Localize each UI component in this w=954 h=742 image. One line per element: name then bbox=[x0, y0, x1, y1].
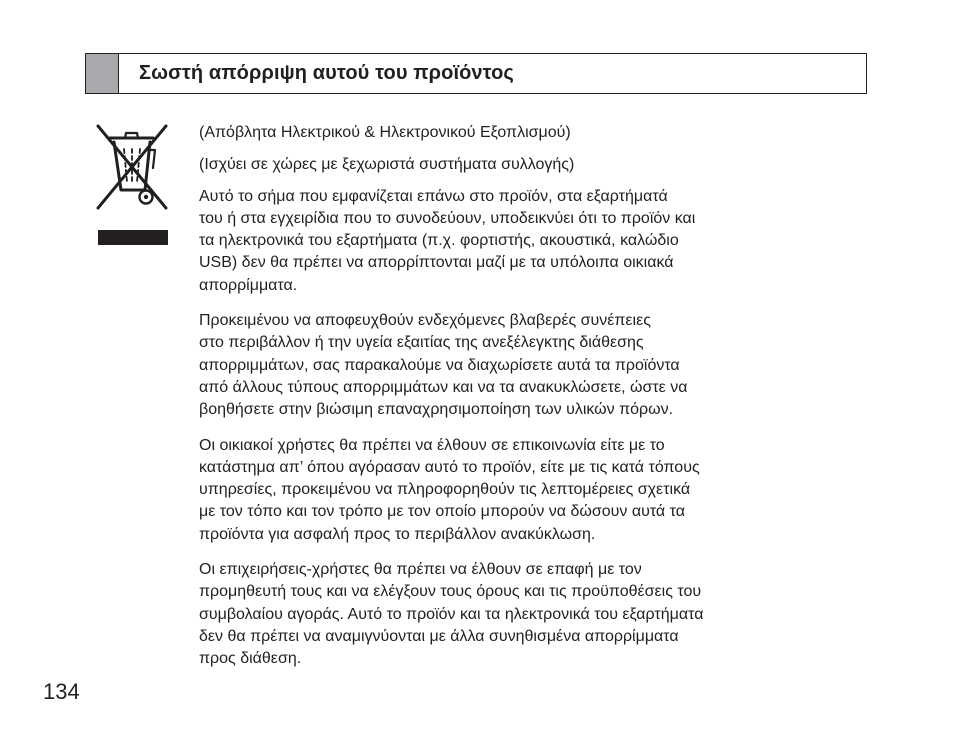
text-line: στο περιβάλλον ή την υγεία εξαιτίας της ανεξέλεγκτης διάθεσης bbox=[199, 334, 644, 352]
crossed-out-wheelie-bin-icon bbox=[95, 124, 169, 246]
text-line: Οι επιχειρήσεις-χρήστες θα πρέπει να έλθουν σε επαφή με τον bbox=[199, 561, 642, 579]
text-line: από άλλους τύπους απορριμμάτων και να τα ανακυκλώσετε, ώστε να bbox=[199, 378, 688, 396]
subtitle-weee: (Απόβλητα Ηλεκτρικού & Ηλεκτρονικού Εξοπλισμού) bbox=[199, 124, 571, 141]
text-line: απορριμμάτων, σας παρακαλούμε να διαχωρίσετε αυτά τα προϊόντα bbox=[199, 356, 680, 374]
text-line: απορρίμματα. bbox=[199, 276, 298, 294]
text-line: δεν θα πρέπει να αναμιγνύονται με άλλα συνηθισμένα απορρίμματα bbox=[199, 627, 679, 645]
paragraph bbox=[199, 559, 859, 670]
text-line: USB) δεν θα πρέπει να απορρίπτονται μαζί με τα υπόλοιπα οικιακά bbox=[199, 254, 674, 272]
title-tab-decoration bbox=[86, 54, 119, 93]
text-line: Οι οικιακοί χρήστες θα πρέπει να έλθουν σε επικοινωνία είτε με το bbox=[199, 436, 665, 454]
paragraph bbox=[199, 435, 859, 546]
page-number: 134 bbox=[43, 679, 80, 704]
paragraph bbox=[199, 310, 859, 421]
text-line: του ή στα εγχειρίδια που το συνοδεύουν, υποδεικνύει ότι το προϊόν και bbox=[199, 209, 696, 227]
section-title-bar bbox=[85, 53, 867, 94]
text-line: κατάστημα απ’ όπου αγόρασαν αυτό το προϊόν, είτε με τις κατά τόπους bbox=[199, 458, 700, 476]
text-line: προϊόντα για ασφαλή προς το περιβάλλον ανακύκλωση. bbox=[199, 525, 596, 543]
text-line: υπηρεσίες, προκειμένου να πληροφορηθούν τις λεπτομέρειες σχετικά bbox=[199, 481, 691, 499]
text-line: βοηθήσετε στην βιώσιμη επαναχρησιμοποίηση των υλικών πόρων. bbox=[199, 401, 674, 419]
text-line: Αυτό το σήμα που εμφανίζεται επάνω στο προϊόν, στα εξαρτήματά bbox=[199, 187, 668, 205]
paragraph bbox=[199, 186, 859, 297]
text-line: Προκειμένου να αποφευχθούν ενδεχόμενες βλαβερές συνέπειες bbox=[199, 312, 651, 330]
section-title: Σωστή απόρριψη αυτού του προϊόντος bbox=[139, 62, 514, 84]
text-line: με τον τόπο και τον τρόπο με τον οποίο μπορούν να δώσουν αυτά τα bbox=[199, 503, 685, 521]
text-line: προς διάθεση. bbox=[199, 650, 302, 668]
text-line: τα ηλεκτρονικά του εξαρτήματα (π.χ. φορτιστής, ακουστικά, καλώδιο bbox=[199, 232, 679, 250]
text-line: προμηθευτή τους και να ελέγξουν τους όρους και τις προϋποθέσεις του bbox=[199, 583, 702, 601]
subtitle-applicability: (Ισχύει σε χώρες με ξεχωριστά συστήματα συλλογής) bbox=[199, 156, 575, 174]
disposal-text bbox=[199, 122, 859, 684]
text-line: συμβολαίου αγοράς. Αυτό το προϊόν και τα ηλεκτρονικά του εξαρτήματα bbox=[199, 605, 704, 623]
